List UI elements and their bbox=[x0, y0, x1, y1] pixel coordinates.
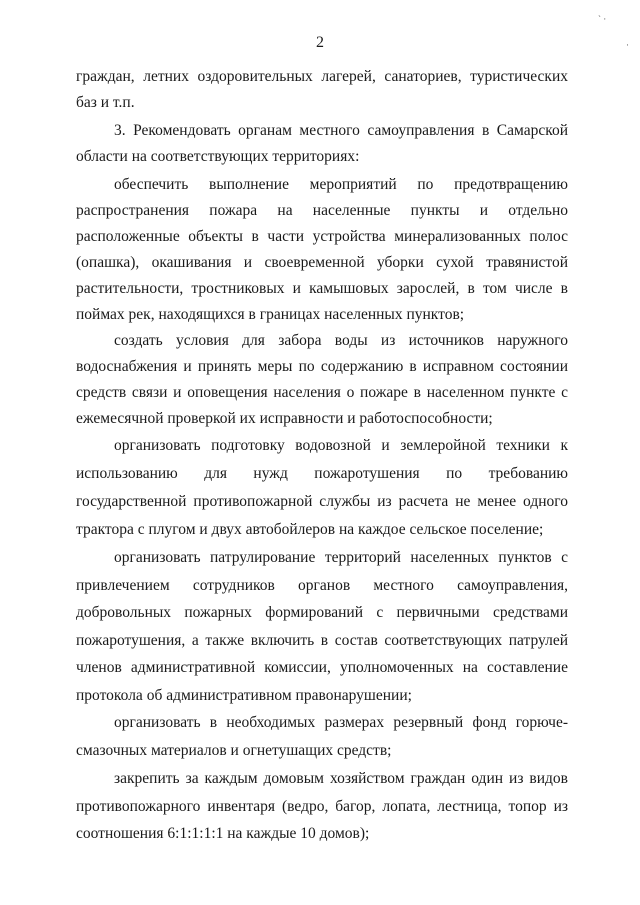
paragraph-continuation: граждан, летних оздоровительных лагерей, санаториев, туристических баз и т.п. bbox=[76, 68, 568, 111]
paragraph-water-supply: создать условия для забора воды из источников наружного водоснабжения и принять меры по содержанию в исправном состоянии средств связи и оповещения населения о пожаре в населенном пункте с ежемесячной проверкой их исправности и работоспособности; bbox=[76, 332, 568, 427]
paragraph-fire-spread-prevention: обеспечить выполнение мероприятий по предотвращению распространения пожара на населенные пункты и отдельно расположенные объекты в части устройства минерализованных полос (опашка), окашивания и своевременной уборки сухой травянистой растительности, тростниковых и камышовых зарослей, в том числе в поймах рек, находящихся в границах населенных пунктов; bbox=[76, 176, 568, 323]
scan-artifact-mark: · bbox=[626, 40, 629, 50]
paragraph-reserve-fund: организовать в необходимых размерах резервный фонд горюче-смазочных материалов и огнетушащих средств; bbox=[76, 714, 568, 759]
paragraph-equipment-preparation: организовать подготовку водовозной и землеройной техники к использованию для нужд пожаротушения по требованию государственной противопожарной службы из расчета не менее одного трактора с плугом и двух автобойлеров на каждое сельское поселение; bbox=[76, 437, 568, 538]
paragraph-patrol-organization: организовать патрулирование территорий населенных пунктов с привлечением сотрудников органов местного самоуправления, добровольных пожарных формирований с первичными средствами пожаротушения, а также включить в состав соответствующих патрулей членов административной комиссии, уполномоченных на составление протокола об административном правонарушении; bbox=[76, 549, 568, 704]
page-number: 2 bbox=[316, 34, 324, 51]
scan-artifact-mark: ˋ · bbox=[598, 14, 607, 24]
document-body bbox=[76, 64, 568, 848]
paragraph-recommendation: 3. Рекомендовать органам местного самоуправления в Самарской области на соответствующих территориях: bbox=[76, 122, 568, 165]
paragraph-fire-equipment-assignment: закрепить за каждым домовым хозяйством граждан один из видов противопожарного инвентаря (ведро, багор, лопата, лестница, топор из соотношения 6:1:1:1:1 на каждые 10 домов); bbox=[76, 770, 568, 842]
